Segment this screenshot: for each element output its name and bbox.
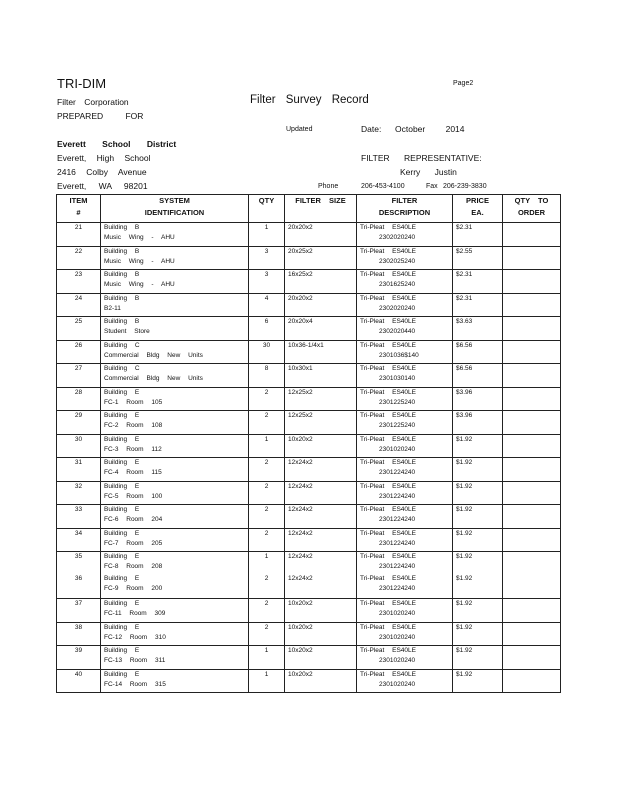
item-number: 34 bbox=[57, 528, 101, 552]
header-system: SYSTEM IDENTIFICATION bbox=[101, 195, 249, 223]
company-subtitle: Filter Corporation bbox=[57, 97, 129, 107]
system-identification: Building C Commercial Bldg New Units bbox=[101, 364, 249, 388]
filter-survey-table bbox=[56, 194, 561, 693]
system-identification: Building B Music Wing - AHU bbox=[101, 223, 249, 247]
item-number: 33 bbox=[57, 505, 101, 529]
table-row bbox=[57, 223, 561, 247]
date-value: October 2014 bbox=[395, 124, 465, 134]
fax-number: 206-239-3830 bbox=[443, 183, 487, 190]
header-qty-to-order: QTY TO ORDER bbox=[503, 195, 561, 223]
table-row bbox=[57, 528, 561, 552]
header-filter-description: FILTER DESCRIPTION bbox=[357, 195, 453, 223]
item-number: 24 bbox=[57, 293, 101, 317]
filter-description: Tri-Pleat ES40LE 2301020240 bbox=[357, 599, 453, 623]
filter-size: 12x24x2 12x24x2 bbox=[285, 552, 357, 599]
system-identification: Building E FC-12 Room 310 bbox=[101, 622, 249, 646]
item-number: 40 bbox=[57, 669, 101, 693]
filter-size: 12x24x2 bbox=[285, 458, 357, 482]
quantity: 2 bbox=[249, 528, 285, 552]
table-row bbox=[57, 270, 561, 294]
system-identification: Building E FC-8 Room 208 Building E FC-9 Room 200 bbox=[101, 552, 249, 599]
qty-to-order-cell[interactable] bbox=[503, 646, 561, 670]
filter-description: Tri-Pleat ES40LE 2301625240 bbox=[357, 270, 453, 294]
school-name: Everett, High School bbox=[57, 153, 151, 163]
filter-size: 12x25x2 bbox=[285, 387, 357, 411]
qty-to-order-cell[interactable] bbox=[503, 481, 561, 505]
item-number: 22 bbox=[57, 246, 101, 270]
quantity: 1 2 bbox=[249, 552, 285, 599]
price-each: $2.31 bbox=[453, 293, 503, 317]
table-row bbox=[57, 364, 561, 388]
item-number: 38 bbox=[57, 622, 101, 646]
table-row bbox=[57, 317, 561, 341]
qty-to-order-cell[interactable] bbox=[503, 552, 561, 599]
table-row bbox=[57, 246, 561, 270]
quantity: 2 bbox=[249, 458, 285, 482]
item-number: 35 36 bbox=[57, 552, 101, 599]
district-name: Everett School District bbox=[57, 139, 177, 149]
item-number: 23 bbox=[57, 270, 101, 294]
filter-description: Tri-Pleat ES40LE 2301020240 bbox=[357, 434, 453, 458]
filter-size: 10x20x2 bbox=[285, 646, 357, 670]
filter-size: 20x25x2 bbox=[285, 246, 357, 270]
quantity: 1 bbox=[249, 223, 285, 247]
item-number: 39 bbox=[57, 646, 101, 670]
item-number: 26 bbox=[57, 340, 101, 364]
quantity: 8 bbox=[249, 364, 285, 388]
header-qty: QTY bbox=[249, 195, 285, 223]
rep-name: Kerry Justin bbox=[400, 167, 457, 177]
filter-size: 10x20x2 bbox=[285, 669, 357, 693]
qty-to-order-cell[interactable] bbox=[503, 505, 561, 529]
system-identification: Building E FC-5 Room 100 bbox=[101, 481, 249, 505]
qty-to-order-cell[interactable] bbox=[503, 411, 561, 435]
filter-description: Tri-Pleat ES40LE 2302020240 bbox=[357, 223, 453, 247]
company-name: TRI-DIM bbox=[57, 76, 107, 91]
item-number: 25 bbox=[57, 317, 101, 341]
system-identification: Building B Music Wing - AHU bbox=[101, 246, 249, 270]
qty-to-order-cell[interactable] bbox=[503, 270, 561, 294]
document-title: Filter Survey Record bbox=[250, 94, 369, 106]
price-each: $1.92 bbox=[453, 622, 503, 646]
quantity: 2 bbox=[249, 599, 285, 623]
filter-description: Tri-Pleat ES40LE 2301225240 bbox=[357, 387, 453, 411]
system-identification: Building B Music Wing - AHU bbox=[101, 270, 249, 294]
system-identification: Building B B2-11 bbox=[101, 293, 249, 317]
quantity: 2 bbox=[249, 622, 285, 646]
system-identification: Building E FC-14 Room 315 bbox=[101, 669, 249, 693]
table-row bbox=[57, 505, 561, 529]
filter-description: Tri-Pleat ES40LE 2302020240 bbox=[357, 293, 453, 317]
item-number: 28 bbox=[57, 387, 101, 411]
school-address: 2416 Colby Avenue bbox=[57, 167, 147, 177]
system-identification: Building E FC-1 Room 105 bbox=[101, 387, 249, 411]
quantity: 3 bbox=[249, 246, 285, 270]
quantity: 2 bbox=[249, 505, 285, 529]
qty-to-order-cell[interactable] bbox=[503, 387, 561, 411]
system-identification: Building C Commercial Bldg New Units bbox=[101, 340, 249, 364]
item-number: 32 bbox=[57, 481, 101, 505]
price-each: $1.92 bbox=[453, 669, 503, 693]
qty-to-order-cell[interactable] bbox=[503, 669, 561, 693]
filter-description: Tri-Pleat ES40LE 2301020240 bbox=[357, 622, 453, 646]
price-each: $2.31 bbox=[453, 223, 503, 247]
prepared-for-label: PREPARED FOR bbox=[57, 111, 144, 121]
system-identification: Building E FC-4 Room 115 bbox=[101, 458, 249, 482]
filter-size: 16x25x2 bbox=[285, 270, 357, 294]
price-each: $1.92 bbox=[453, 599, 503, 623]
filter-size: 20x20x2 bbox=[285, 293, 357, 317]
filter-description: Tri-Pleat ES40LE 2301020240 bbox=[357, 669, 453, 693]
system-identification: Building E FC-13 Room 311 bbox=[101, 646, 249, 670]
filter-description: Tri-Pleat ES40LE 2301224240 Tri-Pleat ES40LE 2301224240 bbox=[357, 552, 453, 599]
item-number: 29 bbox=[57, 411, 101, 435]
filter-size: 12x24x2 bbox=[285, 505, 357, 529]
phone-number: 206-453-4100 bbox=[361, 183, 405, 190]
table-row bbox=[57, 340, 561, 364]
qty-to-order-cell[interactable] bbox=[503, 293, 561, 317]
qty-to-order-cell[interactable] bbox=[503, 528, 561, 552]
page-number: Page2 bbox=[453, 80, 474, 87]
filter-size: 20x20x2 bbox=[285, 223, 357, 247]
filter-size: 12x24x2 bbox=[285, 528, 357, 552]
price-each: $3.96 bbox=[453, 387, 503, 411]
item-number: 31 bbox=[57, 458, 101, 482]
table-row bbox=[57, 411, 561, 435]
quantity: 2 bbox=[249, 481, 285, 505]
price-each: $2.31 bbox=[453, 270, 503, 294]
table-row bbox=[57, 552, 561, 599]
date-label: Date: bbox=[361, 124, 382, 134]
table-row bbox=[57, 434, 561, 458]
qty-to-order-cell[interactable] bbox=[503, 458, 561, 482]
qty-to-order-cell[interactable] bbox=[503, 246, 561, 270]
system-identification: Building B Student Store bbox=[101, 317, 249, 341]
quantity: 3 bbox=[249, 270, 285, 294]
qty-to-order-cell[interactable] bbox=[503, 340, 561, 364]
fax-label: Fax bbox=[426, 183, 438, 190]
filter-size: 20x20x4 bbox=[285, 317, 357, 341]
system-identification: Building E FC-11 Room 309 bbox=[101, 599, 249, 623]
price-each: $2.55 bbox=[453, 246, 503, 270]
table-row bbox=[57, 458, 561, 482]
quantity: 2 bbox=[249, 411, 285, 435]
table-row bbox=[57, 387, 561, 411]
filter-description: Tri-Pleat ES40LE 2301020240 bbox=[357, 646, 453, 670]
system-identification: Building E FC-3 Room 112 bbox=[101, 434, 249, 458]
quantity: 1 bbox=[249, 669, 285, 693]
price-each: $1.92 bbox=[453, 481, 503, 505]
item-number: 21 bbox=[57, 223, 101, 247]
qty-to-order-cell[interactable] bbox=[503, 434, 561, 458]
filter-size: 10x36-1/4x1 bbox=[285, 340, 357, 364]
table-row bbox=[57, 293, 561, 317]
filter-description: Tri-Pleat ES40LE 2301224240 bbox=[357, 528, 453, 552]
table-row bbox=[57, 646, 561, 670]
filter-description: Tri-Pleat ES40LE 2301224240 bbox=[357, 481, 453, 505]
filter-description: Tri-Pleat ES40LE 2301036$140 bbox=[357, 340, 453, 364]
quantity: 1 bbox=[249, 646, 285, 670]
price-each: $6.56 bbox=[453, 364, 503, 388]
filter-description: Tri-Pleat ES40LE 2301225240 bbox=[357, 411, 453, 435]
filter-size: 12x25x2 bbox=[285, 411, 357, 435]
price-each: $1.92 bbox=[453, 646, 503, 670]
table-row bbox=[57, 599, 561, 623]
price-each: $1.92 bbox=[453, 434, 503, 458]
filter-description: Tri-Pleat ES40LE 2302020440 bbox=[357, 317, 453, 341]
updated-label: Updated bbox=[286, 126, 313, 133]
school-city: Everett, WA 98201 bbox=[57, 181, 148, 191]
system-identification: Building E FC-6 Room 204 bbox=[101, 505, 249, 529]
qty-to-order-cell[interactable] bbox=[503, 223, 561, 247]
quantity: 4 bbox=[249, 293, 285, 317]
filter-size: 10x20x2 bbox=[285, 434, 357, 458]
table-row bbox=[57, 669, 561, 693]
table-row bbox=[57, 481, 561, 505]
quantity: 30 bbox=[249, 340, 285, 364]
filter-description: Tri-Pleat ES40LE 2302025240 bbox=[357, 246, 453, 270]
price-each: $3.96 bbox=[453, 411, 503, 435]
price-each: $1.92 bbox=[453, 458, 503, 482]
table-row bbox=[57, 622, 561, 646]
price-each: $1.92 bbox=[453, 505, 503, 529]
qty-to-order-cell[interactable] bbox=[503, 364, 561, 388]
quantity: 6 bbox=[249, 317, 285, 341]
table-header-row bbox=[57, 195, 561, 223]
item-number: 37 bbox=[57, 599, 101, 623]
phone-label: Phone bbox=[318, 183, 339, 190]
filter-description: Tri-Pleat ES40LE 2301224240 bbox=[357, 505, 453, 529]
header-price: PRICE EA. bbox=[453, 195, 503, 223]
quantity: 1 bbox=[249, 434, 285, 458]
item-number: 30 bbox=[57, 434, 101, 458]
header-filter-size: FILTER SIZE bbox=[285, 195, 357, 223]
price-each: $6.56 bbox=[453, 340, 503, 364]
system-identification: Building E FC-7 Room 205 bbox=[101, 528, 249, 552]
filter-size: 12x24x2 bbox=[285, 481, 357, 505]
qty-to-order-cell[interactable] bbox=[503, 622, 561, 646]
price-each: $1.92 $1.92 bbox=[453, 552, 503, 599]
price-each: $1.92 bbox=[453, 528, 503, 552]
rep-label: FILTER REPRESENTATIVE: bbox=[361, 153, 482, 163]
quantity: 2 bbox=[249, 387, 285, 411]
filter-size: 10x30x1 bbox=[285, 364, 357, 388]
filter-size: 10x20x2 bbox=[285, 622, 357, 646]
qty-to-order-cell[interactable] bbox=[503, 599, 561, 623]
system-identification: Building E FC-2 Room 108 bbox=[101, 411, 249, 435]
filter-description: Tri-Pleat ES40LE 2301030140 bbox=[357, 364, 453, 388]
filter-size: 10x20x2 bbox=[285, 599, 357, 623]
qty-to-order-cell[interactable] bbox=[503, 317, 561, 341]
price-each: $3.63 bbox=[453, 317, 503, 341]
filter-description: Tri-Pleat ES40LE 2301224240 bbox=[357, 458, 453, 482]
item-number: 27 bbox=[57, 364, 101, 388]
header-item: ITEM # bbox=[57, 195, 101, 223]
